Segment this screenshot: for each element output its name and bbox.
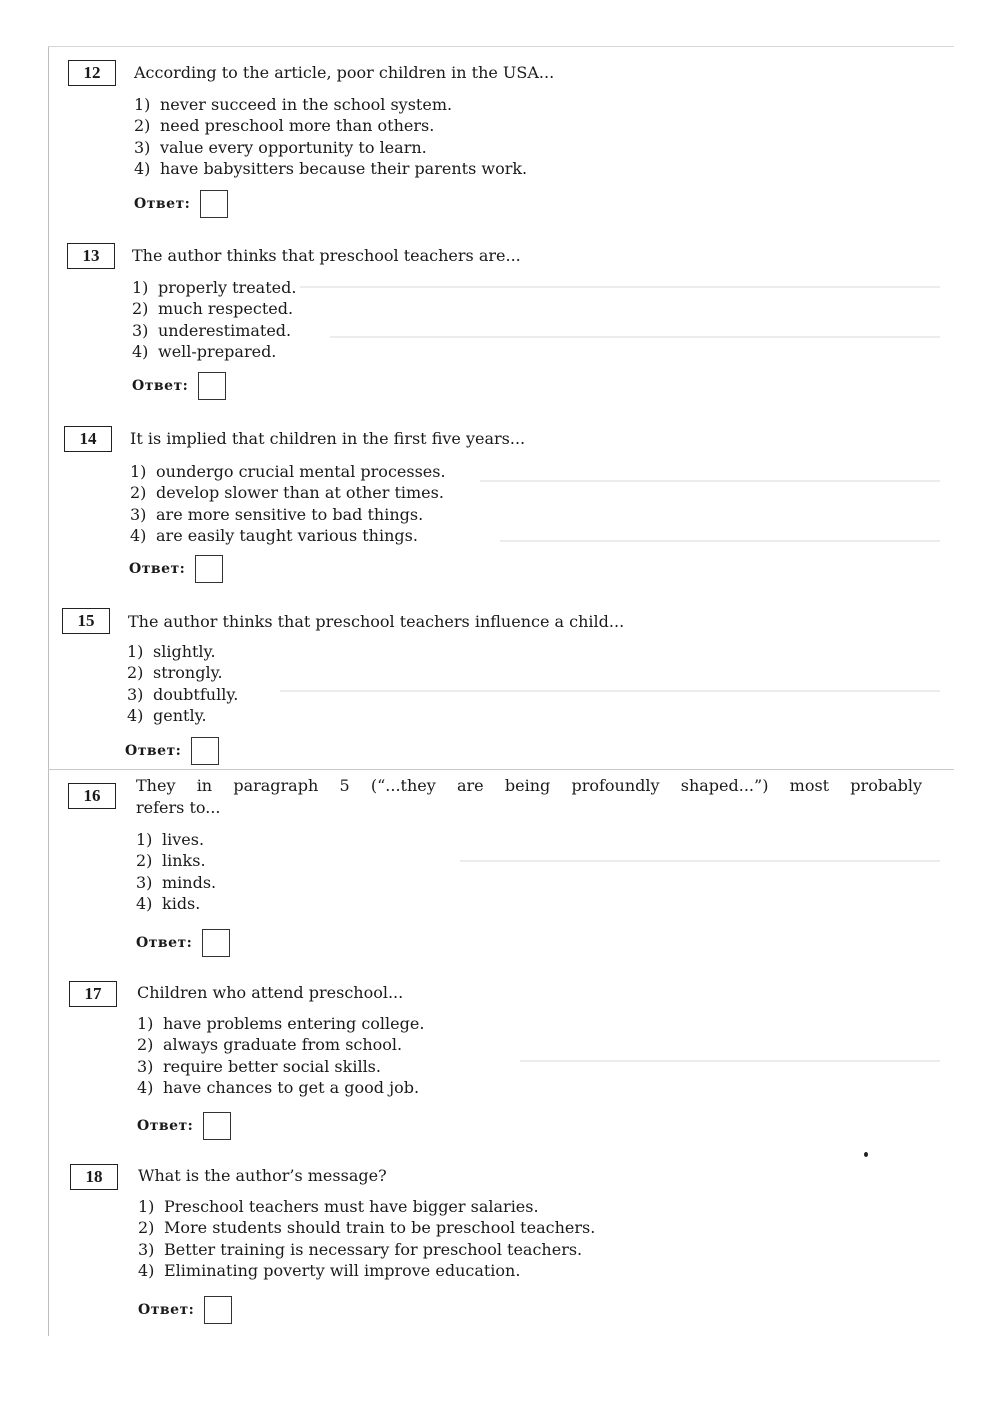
option: 1) Preschool teachers must have bigger salaries. (138, 1197, 539, 1216)
answer-label: Ответ: (134, 196, 191, 212)
option: 4) kids. (136, 893, 201, 913)
answer-row (136, 929, 230, 957)
option: 2) need preschool more than others. (134, 116, 435, 136)
option: 4) Eliminating poverty will improve education. (138, 1260, 521, 1280)
option: 3) are more sensitive to bad things. (130, 504, 424, 524)
question-text-line-1: They in paragraph 5 (“...they are being profoundly shaped...”) most probably (136, 776, 922, 795)
bleed-through-line (330, 336, 940, 338)
option: 2) strongly. (127, 663, 223, 683)
bleed-through-line (280, 690, 940, 692)
option-list (137, 1013, 424, 1098)
question-text: What is the author’s message? (138, 1166, 387, 1185)
option-list (138, 1196, 595, 1281)
option: 3) require better social skills. (137, 1056, 381, 1076)
question-text-line-2: refers to... (136, 798, 221, 817)
option: 4) have babysitters because their parents work. (134, 158, 528, 178)
option: 3) minds. (136, 872, 217, 892)
option: 1) slightly. (127, 642, 216, 661)
option: 2) always graduate from school. (137, 1035, 403, 1055)
question-text: The author thinks that preschool teachers are... (132, 246, 521, 265)
answer-row (138, 1296, 232, 1324)
question-text: According to the article, poor children in the USA... (134, 63, 555, 82)
sheet-left-edge (48, 46, 49, 1336)
answer-box[interactable] (202, 929, 230, 957)
option: 3) Better training is necessary for preschool teachers. (138, 1239, 583, 1259)
question-number: 12 (68, 60, 116, 86)
answer-label: Ответ: (129, 561, 186, 577)
question-number: 13 (67, 243, 115, 269)
option: 3) underestimated. (132, 320, 292, 340)
ink-speck (864, 1152, 868, 1157)
option: 1) have problems entering college. (137, 1014, 425, 1033)
answer-row (132, 372, 226, 400)
answer-label: Ответ: (125, 743, 182, 759)
option: 4) well-prepared. (132, 341, 277, 361)
bleed-through-line (520, 1060, 940, 1062)
question-number: 17 (69, 981, 117, 1007)
option-list (136, 829, 216, 914)
option: 4) have chances to get a good job. (137, 1077, 420, 1097)
bleed-through-line (500, 540, 940, 542)
answer-label: Ответ: (137, 1118, 194, 1134)
option-list (130, 461, 446, 546)
answer-row (129, 555, 223, 583)
question-text (136, 775, 922, 819)
question-text: Children who attend preschool... (137, 983, 404, 1002)
option: 2) More students should train to be preschool teachers. (138, 1218, 596, 1238)
question-number: 15 (62, 608, 110, 634)
answer-row (134, 190, 228, 218)
option: 1) lives. (136, 830, 205, 849)
answer-label: Ответ: (138, 1302, 195, 1318)
option: 1) never succeed in the school system. (134, 95, 453, 114)
answer-box[interactable] (200, 190, 228, 218)
option: 4) gently. (127, 705, 207, 725)
option-list (132, 277, 296, 362)
question-number: 14 (64, 426, 112, 452)
option: 4) are easily taught various things. (130, 525, 418, 545)
question-text: The author thinks that preschool teachers influence a child... (128, 612, 625, 631)
answer-row (137, 1112, 231, 1140)
bleed-through-line (300, 286, 940, 288)
answer-label: Ответ: (136, 935, 193, 951)
answer-box[interactable] (195, 555, 223, 583)
answer-box[interactable] (198, 372, 226, 400)
option-list (127, 641, 238, 726)
answer-box[interactable] (204, 1296, 232, 1324)
question-text: It is implied that children in the first five years... (130, 429, 526, 448)
answer-label: Ответ: (132, 378, 189, 394)
option: 3) doubtfully. (127, 684, 239, 704)
option: 2) develop slower than at other times. (130, 483, 444, 503)
answer-row (125, 737, 219, 765)
bleed-through-line (460, 860, 940, 862)
question-number: 18 (70, 1164, 118, 1190)
question-number: 16 (68, 783, 116, 809)
answer-box[interactable] (203, 1112, 231, 1140)
answer-box[interactable] (191, 737, 219, 765)
option: 3) value every opportunity to learn. (134, 137, 427, 157)
option-list (134, 94, 527, 179)
bleed-through-line (480, 480, 940, 482)
option: 2) much respected. (132, 299, 294, 319)
sheet-divider (48, 769, 954, 770)
option: 2) links. (136, 851, 206, 871)
sheet-top-edge (48, 46, 954, 47)
option: 1) properly treated. (132, 278, 297, 297)
option: 1) oundergo crucial mental processes. (130, 462, 446, 481)
